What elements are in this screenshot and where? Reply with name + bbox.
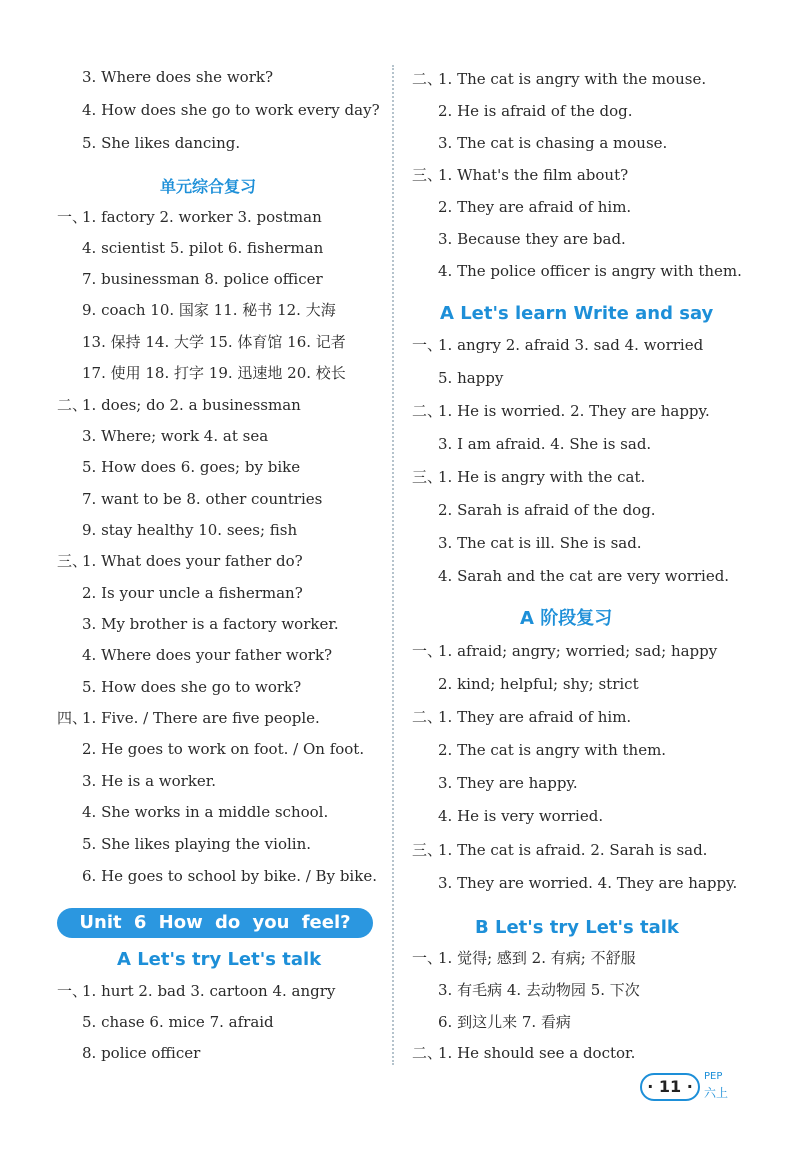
section-heading: A Let's try Let's talk — [117, 949, 322, 970]
answer-line: 2. They are afraid of him. — [438, 198, 632, 216]
page-number-badge — [640, 1073, 732, 1101]
answer-line: 6. 到这儿来 7. 看病 — [438, 1013, 571, 1031]
answer-line: 5. How does she go to work? — [82, 678, 302, 696]
answer-line: 4. Sarah and the cat are very worried. — [438, 567, 730, 585]
answer-line: 3. They are happy. — [438, 774, 578, 792]
section-heading: B Let's try Let's talk — [475, 917, 679, 938]
grade-label: 六上 — [704, 1086, 729, 1100]
answer-line: 3. Because they are bad. — [438, 230, 626, 248]
section-marker: 三、 — [57, 552, 88, 570]
answer-line: 1. He is angry with the cat. — [438, 468, 646, 486]
answer-line: 5. She likes playing the violin. — [82, 835, 311, 853]
answer-line: 1. 觉得; 感到 2. 有病; 不舒服 — [438, 949, 636, 967]
answer-line: 3. 有毛病 4. 去动物园 5. 下次 — [438, 981, 640, 999]
answer-line: 3. He is a worker. — [82, 772, 217, 790]
answer-line: 6. He goes to school by bike. / By bike. — [82, 867, 377, 885]
answer-line: 1. factory 2. worker 3. postman — [82, 208, 322, 226]
answer-line: 1. He should see a doctor. — [438, 1044, 636, 1062]
answer-line: 2. The cat is angry with them. — [438, 741, 667, 759]
answer-line: 3. I am afraid. 4. She is sad. — [438, 435, 652, 453]
answer-line: 4. scientist 5. pilot 6. fisherman — [82, 239, 324, 257]
answer-line: 2. Sarah is afraid of the dog. — [438, 501, 656, 519]
section-marker: 一、 — [57, 208, 88, 226]
answer-line: 4. Where does your father work? — [82, 646, 333, 664]
answer-line: 1. Five. / There are five people. — [82, 709, 320, 727]
answer-line: 3. Where; work 4. at sea — [82, 427, 269, 445]
answer-line: 9. coach 10. 国家 11. 秘书 12. 大海 — [82, 301, 336, 319]
answer-line: 7. want to be 8. other countries — [82, 490, 323, 508]
answer-line: 3. My brother is a factory worker. — [82, 615, 339, 633]
answer-line: 9. stay healthy 10. sees; fish — [82, 521, 298, 539]
section-marker: 二、 — [412, 1044, 443, 1062]
answer-line: 3. The cat is chasing a mouse. — [438, 134, 668, 152]
section-marker: 一、 — [412, 949, 443, 967]
answer-line: 5. She likes dancing. — [82, 134, 241, 152]
section-marker: 四、 — [57, 709, 88, 727]
answer-line: 3. Where does she work? — [82, 68, 274, 86]
answer-line: 4. She works in a middle school. — [82, 803, 329, 821]
answer-line: 8. police officer — [82, 1044, 201, 1062]
answer-line: 1. What does your father do? — [82, 552, 303, 570]
section-marker: 一、 — [412, 642, 443, 660]
column-divider — [392, 65, 394, 1065]
section-heading: A Let's learn Write and say — [440, 303, 714, 324]
answer-line: 1. afraid; angry; worried; sad; happy — [438, 642, 718, 660]
answer-line: 1. hurt 2. bad 3. cartoon 4. angry — [82, 982, 336, 1000]
answer-line: 1. He is worried. 2. They are happy. — [438, 402, 710, 420]
answer-line: 2. Is your uncle a fisherman? — [82, 584, 303, 602]
answer-line: 3. The cat is ill. She is sad. — [438, 534, 642, 552]
answer-line: 3. They are worried. 4. They are happy. — [438, 874, 738, 892]
answer-line: 1. What's the film about? — [438, 166, 629, 184]
section-marker: 二、 — [57, 396, 88, 414]
edition-label: PEP — [704, 1071, 723, 1082]
answer-line: 1. does; do 2. a businessman — [82, 396, 301, 414]
unit-banner: Unit 6 How do you feel? — [57, 908, 373, 938]
answer-line: 1. The cat is afraid. 2. Sarah is sad. — [438, 841, 708, 859]
answer-line: 1. angry 2. afraid 3. sad 4. worried — [438, 336, 704, 354]
answer-line: 13. 保持 14. 大学 15. 体育馆 16. 记者 — [82, 333, 346, 351]
answer-line: 2. He is afraid of the dog. — [438, 102, 633, 120]
answer-line: 5. How does 6. goes; by bike — [82, 458, 301, 476]
answer-line: 5. happy — [438, 369, 504, 387]
section-marker: 三、 — [412, 468, 443, 486]
answer-line: 1. The cat is angry with the mouse. — [438, 70, 707, 88]
answer-line: 17. 使用 18. 打字 19. 迅速地 20. 校长 — [82, 364, 346, 382]
answer-line: 5. chase 6. mice 7. afraid — [82, 1013, 274, 1031]
answer-line: 4. He is very worried. — [438, 807, 604, 825]
section-marker: 三、 — [412, 841, 443, 859]
answer-line: 2. He goes to work on foot. / On foot. — [82, 740, 365, 758]
answer-line: 1. They are afraid of him. — [438, 708, 632, 726]
section-marker: 一、 — [57, 982, 88, 1000]
page-number: · 11 · — [640, 1073, 700, 1101]
section-heading: 单元综合复习 — [160, 177, 257, 196]
answer-line: 7. businessman 8. police officer — [82, 270, 323, 288]
answer-line: 2. kind; helpful; shy; strict — [438, 675, 639, 693]
answer-line: 4. How does she go to work every day? — [82, 101, 380, 119]
section-marker: 一、 — [412, 336, 443, 354]
section-marker: 二、 — [412, 708, 443, 726]
section-marker: 二、 — [412, 402, 443, 420]
section-heading: A 阶段复习 — [520, 608, 613, 629]
section-marker: 三、 — [412, 166, 443, 184]
section-marker: 二、 — [412, 70, 443, 88]
answer-line: 4. The police officer is angry with them. — [438, 262, 742, 280]
